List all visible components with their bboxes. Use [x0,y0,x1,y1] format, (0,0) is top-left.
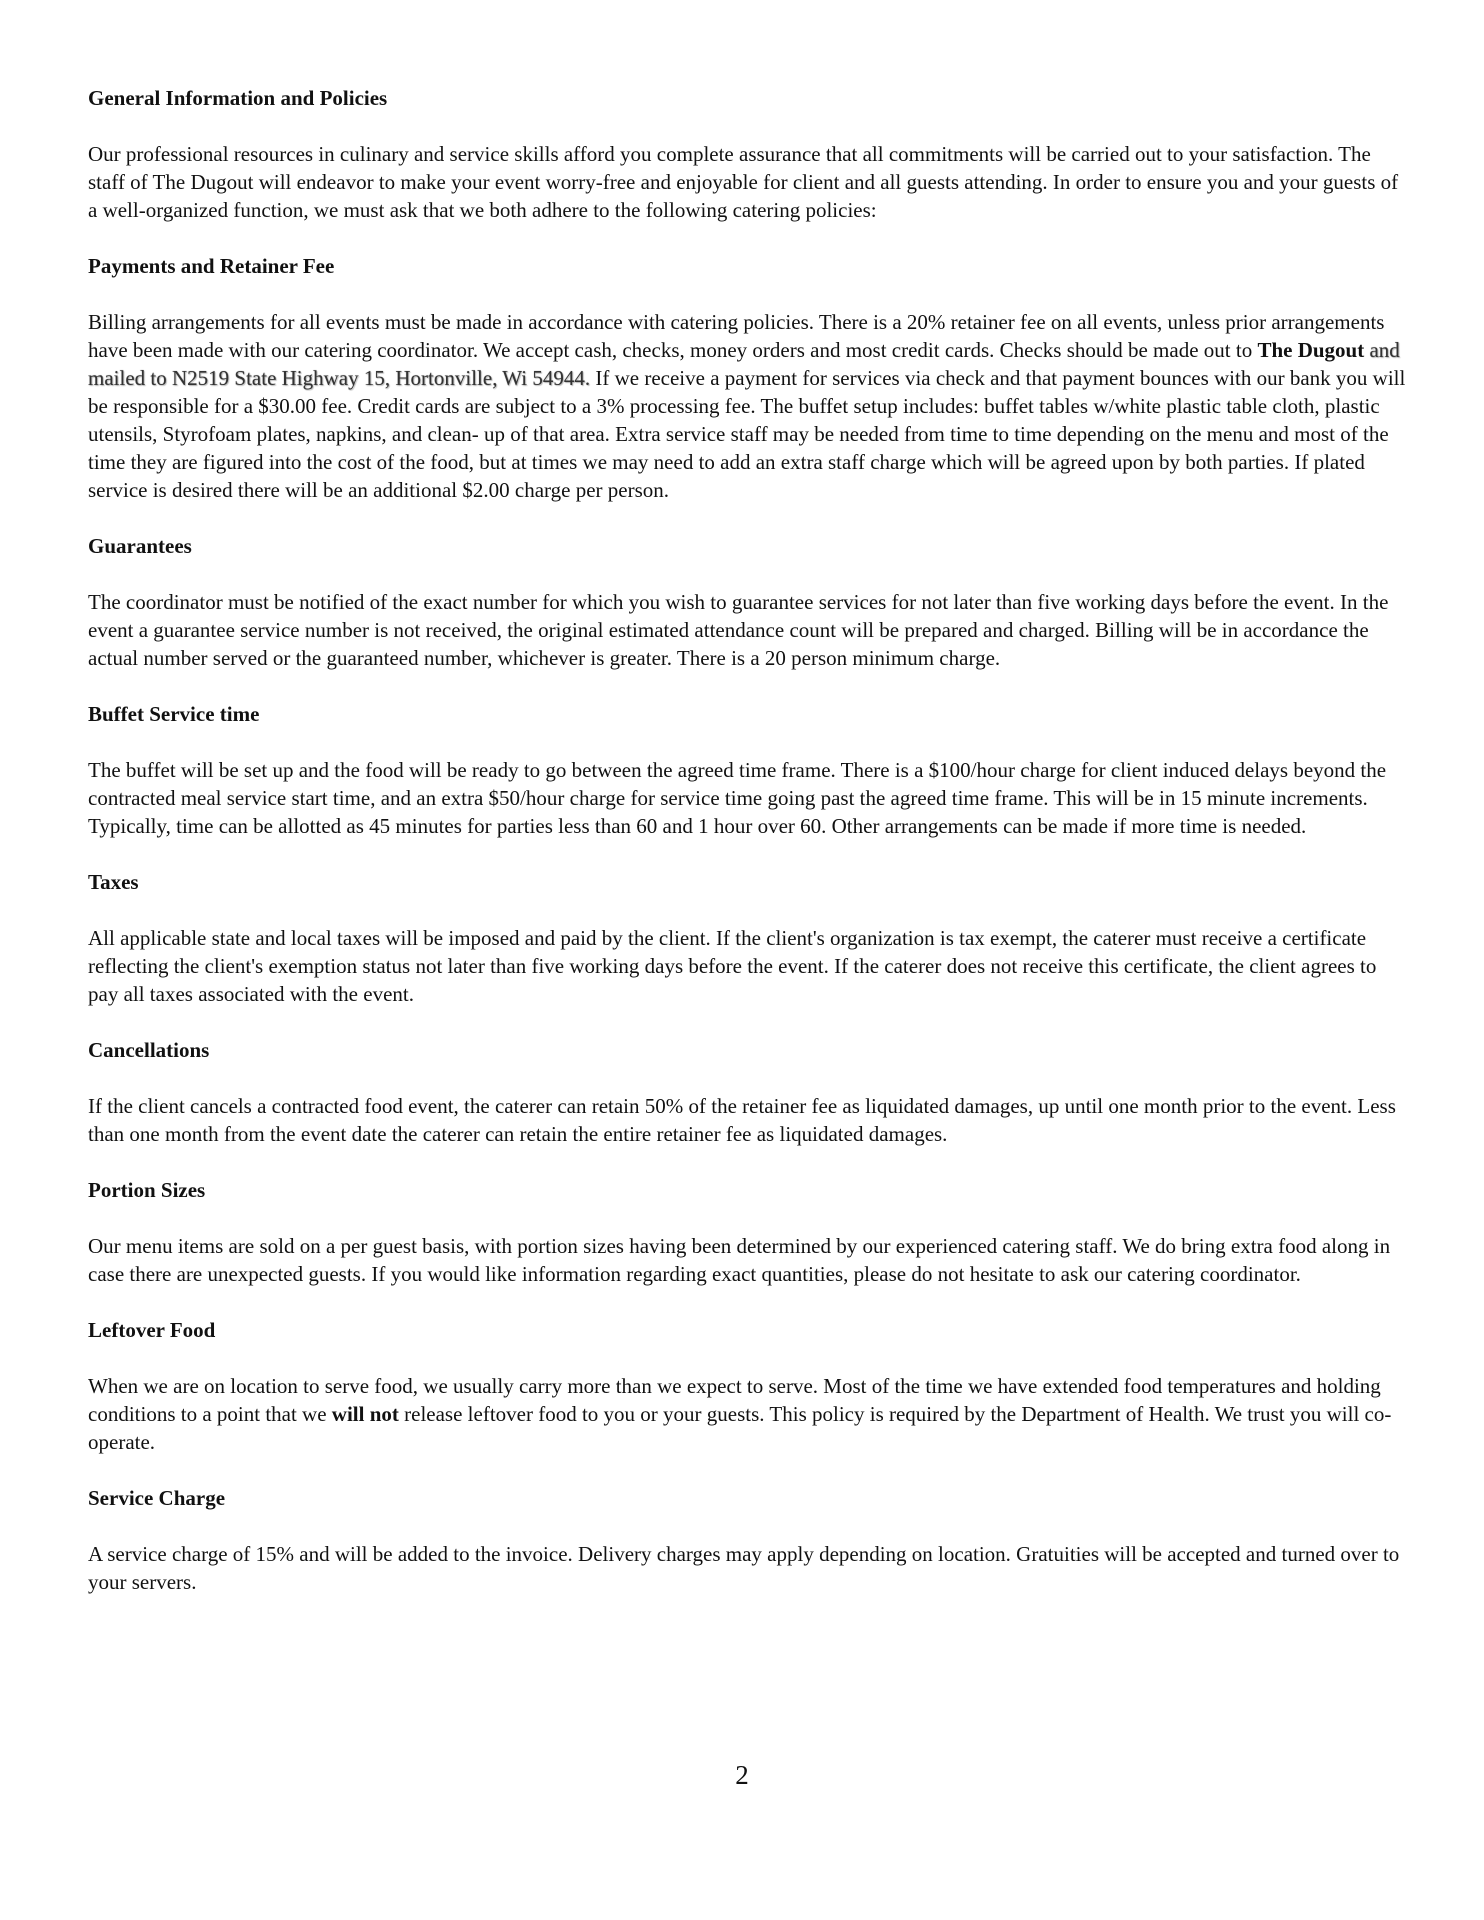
paragraph-taxes: All applicable state and local taxes will be imposed and paid by the client. If the client's organization is tax exempt, the caterer must receive a certificate reflecting the client's exemption status not later than five working days before the event. If the caterer does not receive this certificate, the client agrees to pay all taxes associated with the event. [88,926,1377,1006]
leftover-text-before: When we are on location to serve food, we usually carry more than we expect to serve. Most of the time we have extended food temperatures and holding conditions to a point that we [88,1374,1381,1426]
heading-buffet-service-time: Buffet Service time [88,702,260,726]
page-number: 2 [735,1760,749,1790]
heading-service-charge: Service Charge [88,1486,226,1510]
heading-general: General Information and Policies [88,86,388,110]
paragraph-leftover-food [88,1372,1408,1456]
leftover-bold-will-not: will not [331,1402,399,1426]
paragraph-guarantees: The coordinator must be notified of the exact number for which you wish to guarantee services for not later than five working days before the event. In the event a guarantee service number is not received, the original estimated attendance count will be prepared and charged. Billing will be in accordance the actual number served or the guaranteed number, whichever is greater. There is a 20 person minimum charge. [88,590,1389,670]
payments-text-before: Billing arrangements for all events must be made in accordance with catering policies. There is a 20% retainer fee on all events, unless prior arrangements have been made with our catering coordinator. We accept cash, checks, money orders and most credit cards. Checks should be made out to [88,310,1385,362]
heading-leftover-food: Leftover Food [88,1318,216,1342]
heading-guarantees: Guarantees [88,534,192,558]
paragraph-cancellations: If the client cancels a contracted food event, the caterer can retain 50% of the retainer fee as liquidated damages, up until one month prior to the event. Less than one month from the event date the caterer can retain the entire retainer fee as liquidated damages. [88,1094,1396,1146]
payments-text-after: If we receive a payment for services via check and that payment bounces with our bank you will be responsible for a $30.00 fee. Credit cards are subject to a 3% processing fee. The buffet setup includes: buffet tables w/white plastic table cloth, plastic utensils, Styrofoam plates, napkins, and clean- up of that area. Extra service staff may be needed from time to time depending on the menu and most of the time they are figured into the cost of the food, but at times we may need to add an extra staff charge which will be agreed upon by both parties. If plated service is desired there will be an additional $2.00 charge per person. [88,366,1406,502]
heading-cancellations: Cancellations [88,1038,210,1062]
heading-taxes: Taxes [88,870,139,894]
paragraph-portion-sizes: Our menu items are sold on a per guest basis, with portion sizes having been determined by our experienced catering staff. We do bring extra food along in case there are unexpected guests. If you would like information regarding exact quantities, please do not hesitate to ask our catering coordinator. [88,1234,1391,1286]
payments-mailing-address: and mailed to N2519 State Highway 15, Hortonville, Wi 54944. [88,338,1400,390]
leftover-text-after: release leftover food to you or your guests. This policy is required by the Department of Health. We trust you will co-operate. [88,1402,1392,1454]
paragraph-payments [88,308,1408,504]
paragraph-buffet-service-time: The buffet will be set up and the food will be ready to go between the agreed time frame. There is a $100/hour charge for client induced delays beyond the contracted meal service start time, and an extra $50/hour charge for service time going past the agreed time frame. This will be in 15 minute increments. Typically, time can be allotted as 45 minutes for parties less than 60 and 1 hour over 60. Other arrangements can be made if more time is needed. [88,758,1387,838]
payments-business-name: The Dugout [1257,338,1365,362]
document-page [88,84,1408,1624]
paragraph-general: Our professional resources in culinary and service skills afford you complete assurance that all commitments will be carried out to your satisfaction. The staff of The Dugout will endeavor to make your event worry-free and enjoyable for client and all guests attending. In order to ensure you and your guests of a well-organized function, we must ask that we both adhere to the following catering policies: [88,142,1399,222]
heading-payments: Payments and Retainer Fee [88,254,335,278]
paragraph-service-charge: A service charge of 15% and will be added to the invoice. Delivery charges may apply depending on location. Gratuities will be accepted and turned over to your servers. [88,1542,1400,1594]
heading-portion-sizes: Portion Sizes [88,1178,206,1202]
